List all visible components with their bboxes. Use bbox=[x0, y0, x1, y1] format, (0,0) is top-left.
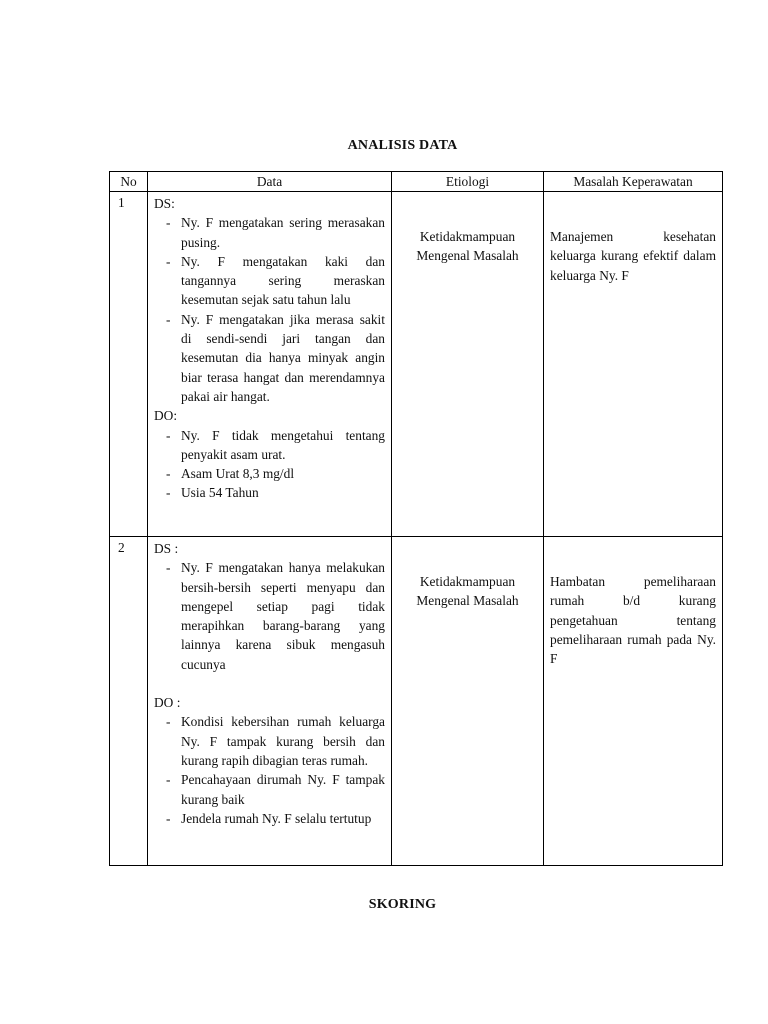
list-item: - Ny. F mengatakan sering merasakan pusing. bbox=[166, 215, 385, 250]
table-row bbox=[110, 537, 723, 866]
table-row bbox=[110, 192, 723, 537]
do-label: DO: bbox=[154, 408, 178, 424]
table-header-row bbox=[110, 172, 723, 192]
list-item: - Ny. F tidak mengetahui tentang penyakit asam urat. bbox=[166, 427, 385, 462]
masalah-cell: Hambatan pemeliharaan rumah b/d kurang pengetahuan tentang pemeliharaan rumah pada Ny. F bbox=[544, 537, 723, 866]
list-item: - Ny. F mengatakan hanya melakukan bersih-bersih seperti menyapu dan mengepel setiap pagi tidak merapihkan barang-barang yang lainnya karena sibuk mengasuh cucunya bbox=[166, 560, 385, 672]
data-cell bbox=[148, 537, 392, 866]
list-item: - Kondisi kebersihan rumah keluarga Ny. F tampak kurang bersih dan kurang rapih dibagian teras rumah. bbox=[166, 714, 385, 768]
ds-label: DS: bbox=[154, 196, 175, 211]
section-title-skoring: SKORING bbox=[368, 897, 437, 912]
data-cell bbox=[148, 192, 392, 537]
do-label: DO : bbox=[154, 695, 181, 711]
etiologi-cell: Ketidakmampuan Mengenal Masalah bbox=[392, 537, 544, 866]
list-item: - Jendela rumah Ny. F selalu tertutup bbox=[166, 810, 372, 826]
list-item: - Ny. F mengatakan kaki dan tangannya sering meraskan kesemutan sejak satu tahun lalu bbox=[166, 253, 385, 308]
do-list bbox=[154, 712, 385, 828]
header-data: Data bbox=[148, 172, 392, 192]
list-item: - Asam Urat 8,3 mg/dl bbox=[166, 466, 295, 482]
do-list bbox=[154, 426, 385, 503]
row-number: 2 bbox=[110, 537, 148, 866]
analysis-table bbox=[109, 171, 723, 866]
ds-label: DS : bbox=[154, 541, 179, 556]
header-masalah: Masalah Keperawatan bbox=[544, 172, 723, 192]
list-item: - Usia 54 Tahun bbox=[166, 485, 259, 501]
masalah-cell: Manajemen kesehatan keluarga kurang efektif dalam keluarga Ny. F bbox=[544, 192, 723, 537]
page-title: ANALISIS DATA bbox=[347, 138, 458, 153]
etiologi-cell: Ketidakmampuan Mengenal Masalah bbox=[392, 192, 544, 537]
header-no: No bbox=[110, 172, 148, 192]
row-number: 1 bbox=[110, 192, 148, 537]
ds-list bbox=[154, 213, 385, 406]
ds-list bbox=[154, 558, 385, 674]
header-etiologi: Etiologi bbox=[392, 172, 544, 192]
list-item: - Pencahayaan dirumah Ny. F tampak kurang baik bbox=[166, 772, 385, 807]
list-item: - Ny. F mengatakan jika merasa sakit di sendi-sendi jari tangan dan kesemutan dia hanya minyak angin biar terasa hangat dan merendamnya pakai air hangat. bbox=[166, 311, 385, 404]
